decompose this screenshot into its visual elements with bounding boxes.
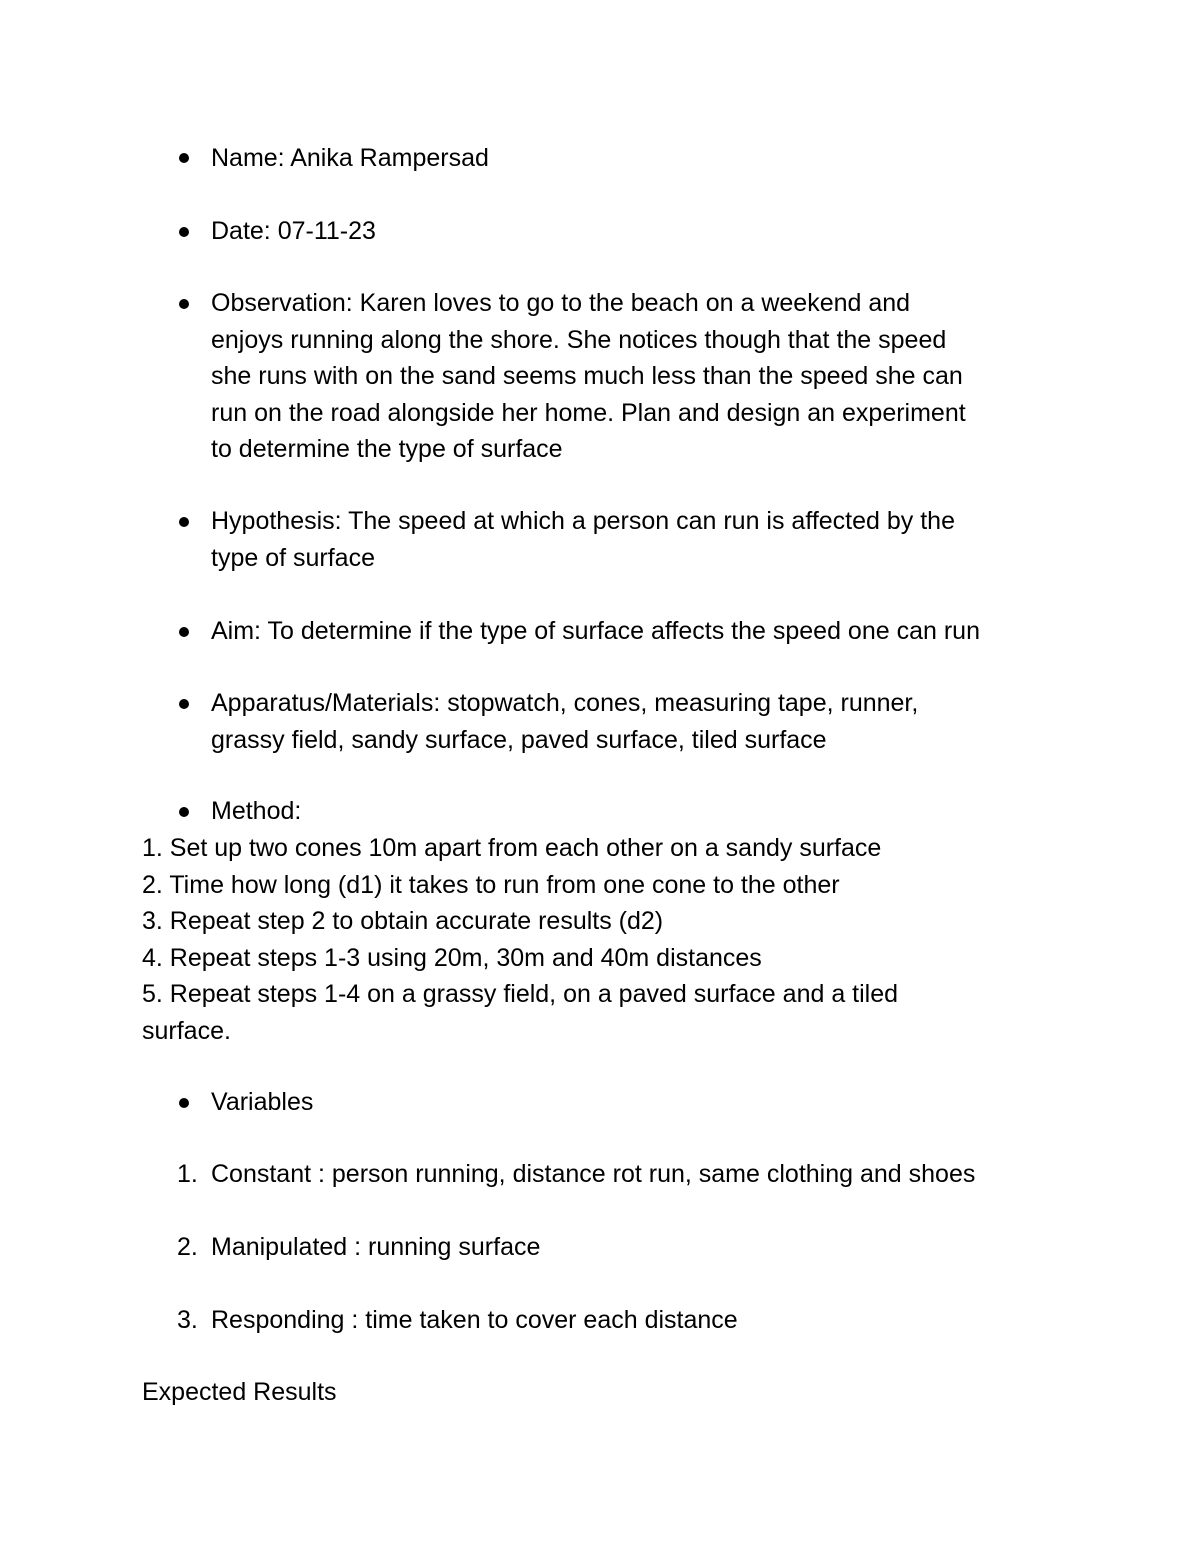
method-step: surface. [142,1016,231,1045]
bullet-dot-icon [179,1098,189,1108]
observation-line: enjoys running along the shore. She notices though that the speed [211,325,947,354]
bullet-dot-icon [179,299,189,309]
date-item: Date: 07-11-23 [211,217,376,245]
apparatus-line: Apparatus/Materials: stopwatch, cones, measuring tape, runner, [211,689,919,717]
method-steps [142,830,1012,1049]
expected-results-heading: Expected Results [142,1378,337,1406]
apparatus-item [211,685,1081,758]
variable-number: 1. [177,1160,198,1188]
bullet-dot-icon [179,153,189,163]
apparatus-line: grassy field, sandy surface, paved surface, tiled surface [211,725,827,754]
variable-manipulated: Manipulated : running surface [211,1233,541,1261]
bullet-dot-icon [179,627,189,637]
method-step: 2. Time how long (d1) it takes to run from one cone to the other [142,870,840,899]
hypothesis-line: type of surface [211,543,375,572]
method-step: 1. Set up two cones 10m apart from each other on a sandy surface [142,834,882,862]
observation-item [211,285,1081,468]
hypothesis-item [211,503,1081,576]
aim-item: Aim: To determine if the type of surface affects the speed one can run [211,617,980,645]
observation-line: run on the road alongside her home. Plan and design an experiment [211,398,966,427]
bullet-dot-icon [179,807,189,817]
bullet-dot-icon [179,227,189,237]
method-step: 3. Repeat step 2 to obtain accurate results (d2) [142,907,664,935]
variables-heading: Variables [211,1088,314,1116]
name-item: Name: Anika Rampersad [211,144,489,172]
variable-responding: Responding : time taken to cover each distance [211,1306,738,1334]
method-step: 4. Repeat steps 1-3 using 20m, 30m and 40m distances [142,943,762,972]
bullet-dot-icon [179,699,189,709]
observation-line: Observation: Karen loves to go to the beach on a weekend and [211,289,911,317]
variable-number: 2. [177,1233,198,1261]
variable-constant: Constant : person running, distance rot run, same clothing and shoes [211,1160,976,1188]
method-heading: Method: [211,797,302,825]
hypothesis-line: Hypothesis: The speed at which a person can run is affected by the [211,507,955,535]
observation-line: to determine the type of surface [211,435,563,463]
bullet-dot-icon [179,517,189,527]
observation-line: she runs with on the sand seems much less than the speed she can [211,362,963,390]
method-step: 5. Repeat steps 1-4 on a grassy field, on a paved surface and a tiled [142,980,899,1008]
variable-number: 3. [177,1306,198,1334]
